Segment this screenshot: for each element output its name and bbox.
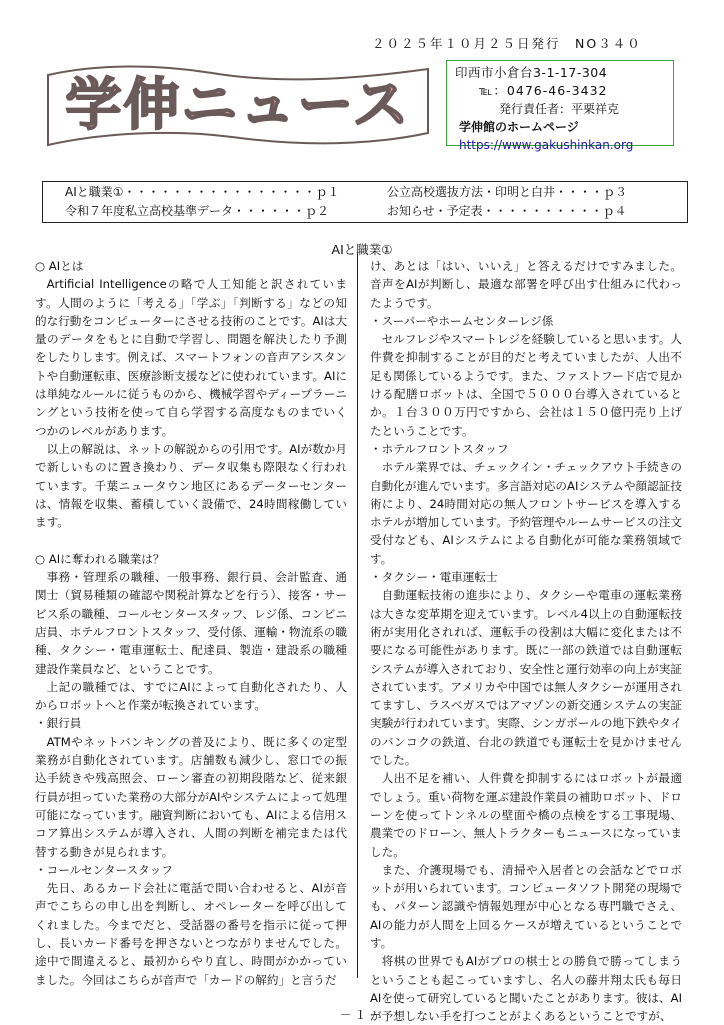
newsletter-logo xyxy=(42,63,434,149)
toc-item: お知らせ・予定表・・・・・・・・・・ｐ４ xyxy=(387,204,627,218)
article-title: AIと職業① xyxy=(331,242,393,257)
publisher: 発行責任者：平栗祥克 xyxy=(499,102,620,116)
paragraph: Artificial Intelligenceの略で人工知能と訳されています。人間のように「考える」「学ぶ」「判断する」などの知的な行動をコンピューターにさせる技術のことです。AIは大量のデータをもとに自動で学習し、問題を解決したり予測をしたりします。例えば、スマートフォンの音声アシスタントや自動運転車、医療診断支援などに使われています。AIには単純なルールに従うものから、機械学習やディープラーニングという技術を使って自ら学習する高度なものまでいくつかのレベルがあります。 xyxy=(35,277,347,438)
paragraph: ATMやネットバンキングの普及により、既に多くの定型業務が自動化されています。店舗数も減少し、窓口での振込手続きや残高照会、ローン審査の初期段階など、従来銀行員が担っていた業務の大部分がAIやシステムによって処理可能になっています。融資判断においても、AIによる信用スコア算出システムが導入され、人間の判断を補完または代替する動きが見られます。 xyxy=(35,734,347,859)
section-heading: ○ AIとは xyxy=(35,259,84,273)
paragraph: 将棋の世界でもAIがプロの棋士との勝負で勝ってしまうということも起こっていますし、名人の藤井翔太氏も毎日AIを使って研究していると聞いたことがあります。彼は、AIが予想しない手を打つことがよくあるということですが、 xyxy=(370,954,682,1024)
toc-item: 令和７年度私立高校基準データ・・・・・・ｐ２ xyxy=(65,204,330,218)
page-number: －１－ xyxy=(339,1008,385,1022)
paragraph: 以上の解説は、ネットの解説からの引用です。AIが数か月で新しいものに置き換わり、データ収集も際限なく行われています。千葉ニュータウン地区にあるデーターセンターは、情報を収集、蓄積していく設備で、24時間稼働しています。 xyxy=(35,441,347,530)
paragraph: 自動運転技術の進歩により、タクシーや電車の運転業務は大きな変革期を迎えています。レベル4以上の自動運転技術が実用化されれば、運転手の役割は大幅に変化または不要になる可能性があります。既に一部の鉄道では自動運転システムが導入されており、安全性と運行効率の向上が実証されています。アメリカや中国では無人タクシーが運用されてますし、ラスベガスではアマゾンの新交通システムの実証実験が行われています。実際、シンガポールの地下鉄やタイのバンコクの鉄道、台北の鉄道でも運転士を見かけませんでした。 xyxy=(370,588,682,768)
contact-info-box xyxy=(446,60,674,152)
blank-line xyxy=(35,531,347,549)
subheading: ・ホテルフロントスタッフ xyxy=(370,441,509,456)
telephone: ℡：0476-46-3432 xyxy=(479,83,608,98)
paragraph: 人出不足を補い、人件費を抑制するにはロボットが最適でしょう。重い荷物を運ぶ建設作業員の補助ロボット、ドローンを使ってトンネルの壁面や橋の点検をする工事現場、農業でのドローン、無人トラクターもニュースになっていました。 xyxy=(370,771,682,859)
toc-item: 公立高校選抜方法・印明と白井・・・・ｐ３ xyxy=(387,185,628,199)
paragraph: 上記の職種では、すでにAIによって自動化されたり、人からロボットへと作業が転換されています。 xyxy=(35,679,347,713)
issue-date-line: ２０２５年１０月２５日発行 NO３４０ xyxy=(372,36,642,51)
homepage-label: 学伸館のホームページ xyxy=(459,120,579,134)
section-heading: ○ AIに奪われる職業は？ xyxy=(35,551,165,566)
table-of-contents xyxy=(42,181,688,223)
paragraph: け、あとは「はい、いいえ」と答えるだけですみました。音声をAIが判断し、最適な部署を呼び出す仕組みに代わったようです。 xyxy=(370,259,682,310)
logo-title: 学伸ニュース xyxy=(65,73,411,138)
article-left-column xyxy=(35,257,347,989)
paragraph: セルフレジやスマートレジを経験していると思います。人件費を抑制することが目的だと考えていましたが、人出不足も関係しているようです。また、ファストフード店で見かける配膳ロボットは、全国で５０００台導入されているとか。１台３００万円ですから、会社は１５０億円売り上げたということです。 xyxy=(370,332,682,438)
subheading: ・タクシー・電車運転士 xyxy=(370,570,498,585)
paragraph: 事務・管理系の職種、一般事務、銀行員、会計監査、通関士（貿易種類の確認や関税計算などを行う）、接客・サービス系の職種、コールセンタースタッフ、レジ係、コンビニ店員、ホテルフロントスタッフ、受付係、運輸・物流系の職種、タクシー・電車運転士、配達員、製造・建設系の職種建設作業員など、ということです。 xyxy=(35,570,347,676)
homepage-link[interactable]: https://www.gakushinkan.org xyxy=(459,138,634,152)
address: 印西市小倉台3-1-17-304 xyxy=(455,65,608,80)
column-divider xyxy=(357,253,358,978)
paragraph: ホテル業界では、チェックイン・チェックアウト手続きの自動化が進んでいます。多言語対応のAIシステムや顔認証技術により、24時間対応の無人フロントサービスを導入するホテルが増加しています。予約管理やルームサービスの注文受付なども、AIシステムによる自動化が可能な業務領域です。 xyxy=(370,460,682,566)
subheading: ・スーパーやホームセンターレジ係 xyxy=(370,313,554,328)
paragraph: また、介護現場でも、清掃や入居者との会話などでロボットが用いられています。コンピュータソフト開発の現場でも、パターン認識や情報処理が中心となる専門職でさえ、AIの能力が人間を上回るケースが増えているということです。 xyxy=(370,862,682,950)
subheading: ・コールセンタースタッフ xyxy=(35,862,173,877)
article-right-column xyxy=(370,257,682,1025)
subheading: ・銀行員 xyxy=(35,716,82,731)
paragraph: 先日、あるカード会社に電話で問い合わせると、AIが音声でこちらの申し出を判断し、オペレーターを呼び出してくれました。今までだと、受話器の番号を指示に従って押し、長いカード番号を押さないとつながりませんでした。途中で間違えると、最初からやり直し、時間がかかっていました。今回はこちらが音声で「カードの解約」と言うだ xyxy=(35,881,347,987)
toc-item: AIと職業①・・・・・・・・・・・・・・・・ｐ１ xyxy=(65,185,340,199)
